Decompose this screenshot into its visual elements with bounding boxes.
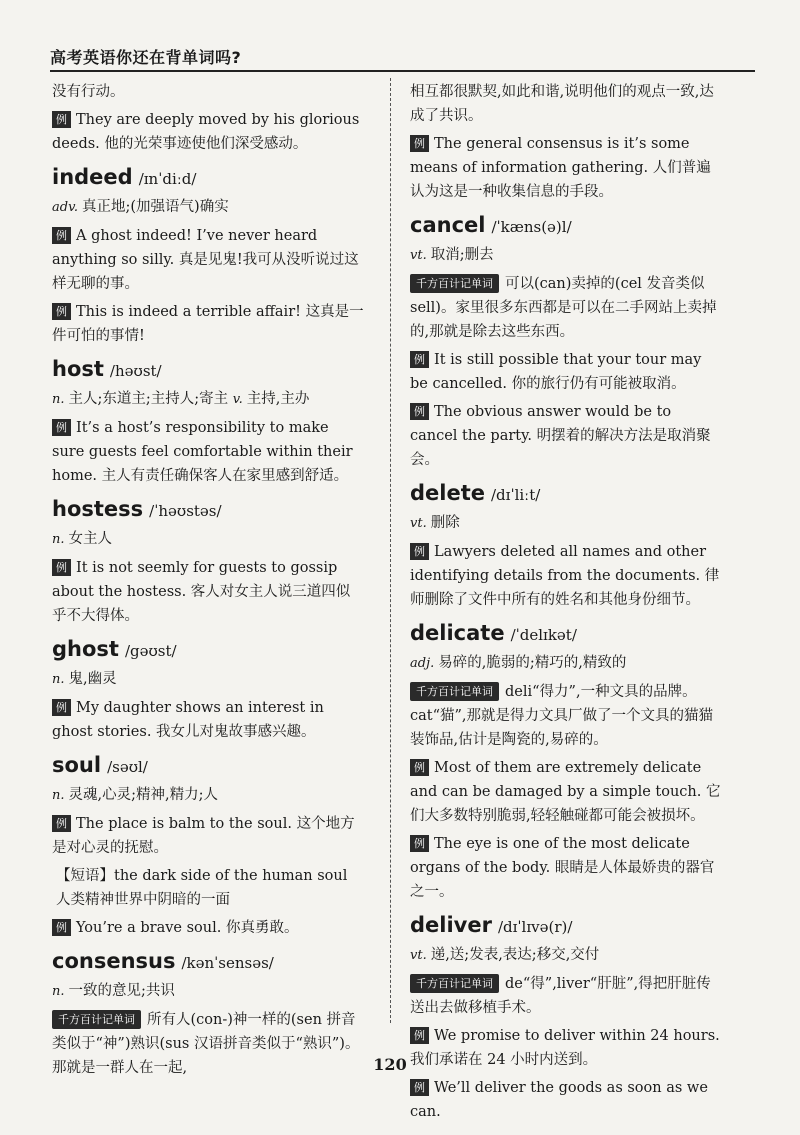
- definition: vt. 递,送;发表,表达;移交,交付: [410, 947, 600, 963]
- example-label: 例: [52, 815, 71, 832]
- example-label: 例: [410, 543, 429, 560]
- example-sentence: 例 It’s a host’s responsibility to make sure guests feel comfortable within their home. 主人有责任确保客人在家里感到舒适。: [52, 420, 353, 484]
- example-sentence: 例 My daughter shows an interest in ghost stories. 我女儿对鬼故事感兴趣。: [52, 700, 324, 740]
- definition: n. 女主人: [52, 531, 113, 547]
- example-label: 例: [410, 759, 429, 776]
- entry-host: [52, 354, 364, 387]
- definition: adv. 真正地;(加强语气)确实: [52, 199, 229, 215]
- memory-label: 千方百计记单词: [52, 1010, 141, 1029]
- memory-tip: 千方百计记单词 可以(can)卖掉的(cel 发音类似 sell)。家里很多东西都是可以在二手网站上卖掉的,那就是除去这些东西。: [410, 276, 717, 340]
- memory-label: 千方百计记单词: [410, 274, 499, 293]
- entry-delicate: [410, 618, 722, 651]
- definition: n. 灵魂,心灵;精神,精力;人: [52, 787, 219, 803]
- example-sentence: 例 It is still possible that your tour may be cancelled. 你的旅行仍有可能被取消。: [410, 352, 702, 392]
- phrase-label: 【短语】: [56, 868, 114, 884]
- example-label: 例: [410, 1079, 429, 1096]
- phonetic: /dɪˈlɪvə(r)/: [497, 918, 573, 936]
- headword: cancel: [410, 213, 486, 237]
- headword: soul: [52, 753, 102, 777]
- entry-hostess: [52, 494, 364, 527]
- entry-cancel: [410, 210, 722, 243]
- memory-label: 千方百计记单词: [410, 682, 499, 701]
- example-label: 例: [52, 227, 71, 244]
- headword: indeed: [52, 165, 133, 189]
- memory-tip: 千方百计记单词 deli“得力”,一种文具的品牌。cat“猫”,那就是得力文具厂做了一个文具的猫猫装饰品,估计是陶瓷的,易碎的。: [410, 684, 714, 748]
- example-label: 例: [52, 919, 71, 936]
- definition: n. 鬼,幽灵: [52, 671, 117, 687]
- column-divider: [390, 78, 391, 1023]
- definition: adj. 易碎的,脆弱的;精巧的,精致的: [410, 655, 627, 671]
- example-sentence: 例 Most of them are extremely delicate and can be damaged by a simple touch. 它们大多数特别脆弱,轻轻触碰都可能会被损坏。: [410, 760, 721, 824]
- example-label: 例: [410, 403, 429, 420]
- phonetic: /ˈdelɪkət/: [510, 626, 577, 644]
- phonetic: /ˈkæns(ə)l/: [491, 218, 572, 236]
- definition: vt. 取消;删去: [410, 247, 494, 263]
- book-title: 高考英语你还在背单词吗?: [50, 48, 242, 67]
- example-sentence: 例 The general consensus is it’s some means of information gathering. 人们普遍认为这是一种收集信息的手段。: [410, 136, 711, 200]
- phonetic: /həʊst/: [109, 362, 162, 380]
- definition: n. 主人;东道主;主持人;寄主 v. 主持,主办: [52, 391, 310, 407]
- phonetic: /ɪnˈdiːd/: [138, 170, 197, 188]
- example-sentence: 例 We’ll deliver the goods as soon as we can.: [410, 1080, 708, 1120]
- example-label: 例: [410, 135, 429, 152]
- continued-text: 相互都很默契,如此和谐,说明他们的观点一致,达成了共识。: [410, 84, 714, 124]
- example-sentence: 例 It is not seemly for guests to gossip about the hostess. 客人对女主人说三道四似乎不大得体。: [52, 560, 351, 624]
- headword: delete: [410, 481, 485, 505]
- example-sentence: 例 We promise to deliver within 24 hours. 我们承诺在 24 小时内送到。: [410, 1028, 720, 1068]
- continued-text: 没有行动。: [52, 84, 125, 100]
- entry-consensus: [52, 946, 364, 979]
- header-rule: [50, 70, 755, 72]
- headword: deliver: [410, 913, 492, 937]
- entry-indeed: [52, 162, 364, 195]
- example-sentence: 例 They are deeply moved by his glorious deeds. 他的光荣事迹使他们深受感动。: [52, 112, 360, 152]
- memory-tip: 千方百计记单词 de“得”,liver“肝脏”,得把肝脏传送出去做移植手术。: [410, 976, 711, 1016]
- example-sentence: 例 The obvious answer would be to cancel the party. 明摆着的解决方法是取消聚会。: [410, 404, 711, 468]
- headword: delicate: [410, 621, 505, 645]
- entry-delete: [410, 478, 722, 511]
- example-sentence: 例 The eye is one of the most delicate organs of the body. 眼睛是人体最娇贵的器官之一。: [410, 836, 715, 900]
- memory-label: 千方百计记单词: [410, 974, 499, 993]
- right-column: [410, 80, 722, 1128]
- example-label: 例: [410, 351, 429, 368]
- left-column: [52, 80, 364, 1084]
- headword: consensus: [52, 949, 176, 973]
- phonetic: /dɪˈliːt/: [491, 486, 541, 504]
- example-sentence: 例 You’re a brave soul. 你真勇敢。: [52, 916, 364, 940]
- phrase-note: 【短语】the dark side of the human soul 人类精神世界中阴暗的一面: [56, 868, 348, 908]
- example-label: 例: [52, 419, 71, 436]
- headword: hostess: [52, 497, 144, 521]
- example-sentence: 例 The place is balm to the soul. 这个地方是对心灵的抚慰。: [52, 816, 355, 856]
- example-label: 例: [52, 699, 71, 716]
- example-label: 例: [410, 1027, 429, 1044]
- phonetic: /kənˈsensəs/: [181, 954, 274, 972]
- example-sentence: 例 This is indeed a terrible affair! 这真是一件可怕的事情!: [52, 304, 364, 344]
- example-sentence: 例 A ghost indeed! I’ve never heard anything so silly. 真是见鬼!我可从没听说过这样无聊的事。: [52, 228, 359, 292]
- example-sentence: 例 Lawyers deleted all names and other identifying details from the documents. 律师删除了文件中所有的姓名和其他身份细节。: [410, 544, 720, 608]
- example-label: 例: [52, 303, 71, 320]
- memory-tip: 千方百计记单词 所有人(con-)神一样的(sen 拼音类似于“神”)熟识(sus 汉语拼音类似于“熟识”)。那就是一群人在一起,: [52, 1012, 360, 1076]
- example-label: 例: [52, 559, 71, 576]
- phonetic: /səʊl/: [107, 758, 148, 776]
- definition: vt. 删除: [410, 515, 460, 531]
- entry-deliver: [410, 910, 722, 943]
- entry-soul: [52, 750, 364, 783]
- phonetic: /ˈhəʊstəs/: [149, 502, 222, 520]
- page-number: 120: [373, 1055, 407, 1074]
- definition: n. 一致的意见;共识: [52, 983, 175, 999]
- example-label: 例: [410, 835, 429, 852]
- entry-ghost: [52, 634, 364, 667]
- headword: host: [52, 357, 104, 381]
- example-label: 例: [52, 111, 71, 128]
- headword: ghost: [52, 637, 119, 661]
- phonetic: /gəʊst/: [124, 642, 177, 660]
